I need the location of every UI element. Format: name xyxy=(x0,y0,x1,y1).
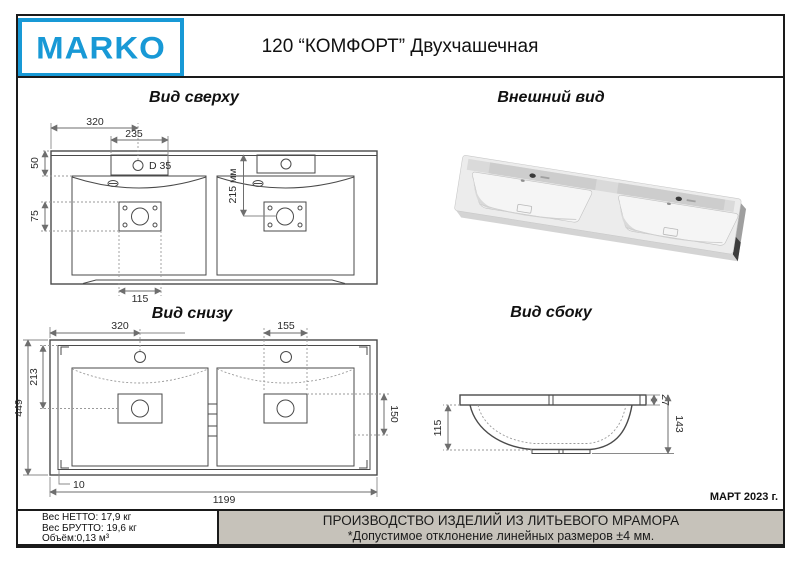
side-view-drawing xyxy=(425,380,695,470)
volume: Объём:0,13 м³ xyxy=(42,533,110,544)
dim-label: 1199 xyxy=(212,494,236,506)
dim-label: 50 xyxy=(29,157,41,169)
external-view-title: Внешний вид xyxy=(497,89,605,106)
header-divider xyxy=(16,76,785,78)
bottom-view-title: Вид снизу xyxy=(151,305,233,322)
dim-label: 449 xyxy=(13,399,25,417)
dim-label: 235 xyxy=(125,128,143,140)
footer-table xyxy=(16,509,785,546)
external-view-render xyxy=(435,145,765,280)
dim-label: 115 xyxy=(131,293,149,305)
dim-label: D 35 xyxy=(149,160,172,172)
dim-label: 27 xyxy=(659,394,671,406)
dim-label: 143 xyxy=(673,415,685,433)
weight-info-cell xyxy=(18,511,217,544)
page-title: 120 “КОМФОРТ” Двухчашечная xyxy=(261,36,539,57)
net-weight: Вес НЕТТО: 17,9 кг xyxy=(42,512,132,523)
production-note: ПРОИЗВОДСТВО ИЗДЕЛИЙ ИЗ ЛИТЬЕВОГО МРАМОРА xyxy=(322,512,680,528)
tolerance-note: *Допустимое отклонение линейных размеров ±4 мм. xyxy=(347,528,655,543)
dim-label: 320 xyxy=(86,116,104,128)
bottom-view-drawing xyxy=(10,298,410,513)
dim-label: 10 xyxy=(73,479,85,491)
dim-label: 155 xyxy=(277,320,295,332)
dim-label: 213 xyxy=(28,368,40,386)
dim-label: 215 мм xyxy=(227,168,239,204)
dim-label: 150 xyxy=(388,405,400,423)
production-note-cell xyxy=(217,511,783,544)
dim-label: 320 xyxy=(111,320,129,332)
top-view-drawing xyxy=(20,108,400,308)
dim-label: 115 xyxy=(432,419,444,437)
side-view-title: Вид сбоку xyxy=(510,304,592,321)
dim-label: 75 xyxy=(29,210,41,222)
top-view-title: Вид сверху xyxy=(149,89,239,106)
issue-date: МАРТ 2023 г. xyxy=(709,491,778,503)
brand-logo xyxy=(18,18,184,77)
brand-logo-text: MARKO xyxy=(36,29,166,65)
gross-weight: Вес БРУТТО: 19,6 кг xyxy=(42,522,137,534)
